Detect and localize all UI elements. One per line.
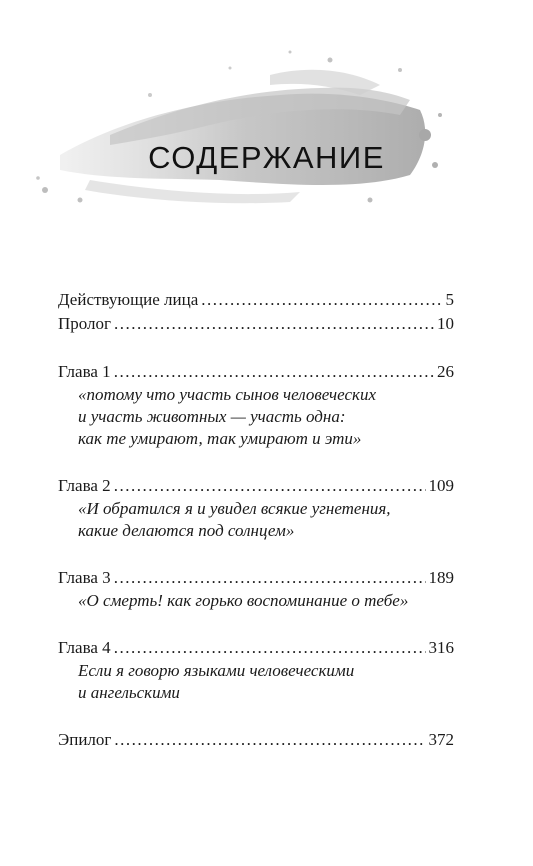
toc-entry-page: 316 — [428, 638, 454, 657]
toc-spacer — [58, 612, 454, 636]
toc-entry-label: Действующие лица — [58, 290, 199, 309]
toc-entry-page: 372 — [428, 730, 454, 749]
toc-entry[interactable] — [58, 312, 454, 336]
toc-epigraph-line: «И обратился я и увидел всякие угнетения, — [78, 499, 391, 518]
toc-spacer — [58, 450, 454, 474]
toc-entry-page: 109 — [428, 476, 454, 495]
toc-entry[interactable] — [58, 728, 454, 752]
toc-entry[interactable] — [58, 474, 454, 498]
toc-epigraph-line: Если я говорю языками человеческими — [78, 661, 355, 680]
toc-entry-label: Эпилог — [58, 730, 112, 749]
toc-spacer — [58, 542, 454, 566]
toc-epigraph-line: и участь животных — участь одна: — [78, 407, 346, 426]
toc-epigraph-line: «О смерть! как горько воспоминание о тебе» — [78, 591, 409, 610]
toc-leader-dots — [201, 288, 442, 312]
toc-leader-dots — [114, 474, 426, 498]
toc-entry-page: 5 — [445, 290, 454, 309]
toc-entry[interactable] — [58, 288, 454, 312]
toc-leader-dots — [114, 728, 425, 752]
toc-entry-label: Глава 4 — [58, 638, 111, 657]
toc-entry-page: 189 — [428, 568, 454, 587]
toc-leader-dots — [114, 360, 434, 384]
table-of-contents — [58, 288, 454, 752]
toc-spacer — [58, 336, 454, 360]
toc-entry-label: Глава 2 — [58, 476, 111, 495]
toc-entry-label: Пролог — [58, 314, 112, 333]
toc-entry-page: 26 — [437, 362, 454, 381]
toc-leader-dots — [114, 566, 426, 590]
toc-entry[interactable] — [58, 566, 454, 590]
toc-entry-page: 10 — [437, 314, 454, 333]
toc-leader-dots — [114, 312, 434, 336]
toc-epigraph-line: какие делаются под солнцем» — [78, 521, 295, 540]
page-title: СОДЕРЖАНИЕ — [148, 140, 385, 175]
toc-spacer — [58, 704, 454, 728]
toc-entry[interactable] — [58, 360, 454, 384]
ink-splash-decoration — [30, 40, 450, 210]
toc-epigraph-line: как те умирают, так умирают и эти» — [78, 429, 362, 448]
toc-epigraph-line: «потому что участь сынов человеческих — [78, 385, 377, 404]
toc-entry-label: Глава 1 — [58, 362, 111, 381]
toc-entry[interactable] — [58, 636, 454, 660]
toc-leader-dots — [114, 636, 426, 660]
toc-entry-label: Глава 3 — [58, 568, 111, 587]
toc-epigraph-line: и ангельскими — [78, 683, 180, 702]
